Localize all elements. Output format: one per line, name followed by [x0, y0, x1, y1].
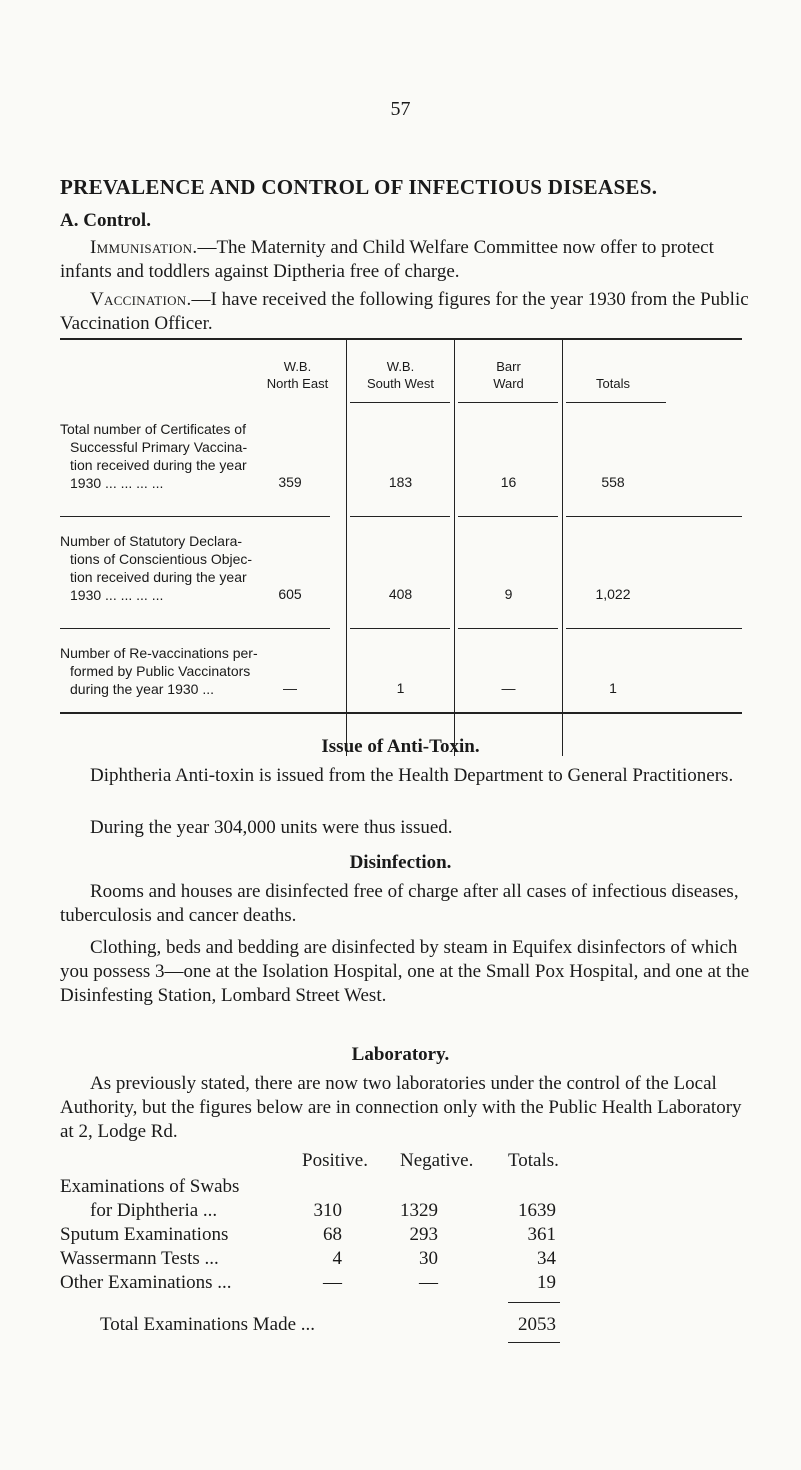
row-rule	[350, 516, 450, 517]
header-barr-ward: Barr Ward	[493, 359, 524, 391]
antitoxin-paragraph-2: During the year 304,000 units were thus issued.	[90, 817, 453, 838]
total-rule	[508, 1342, 560, 1343]
immunisation-text: —The Maternity and Child Welfare Committee now offer to protect infants and toddlers against Diptheria free of charge.	[60, 237, 714, 282]
row-rule	[566, 516, 742, 517]
cell-value: 1,022	[595, 586, 631, 602]
table-row: Other Examinations ... — — 19	[60, 1272, 556, 1293]
cell-value: 1	[396, 680, 405, 696]
table-row: Sputum Examinations 68 293 361	[60, 1224, 556, 1245]
laboratory-heading: Laboratory.	[351, 1044, 450, 1065]
disinfection-paragraph-1: Rooms and houses are disinfected free of charge after all cases of infectious diseases, tuberculosis and cancer deaths.	[60, 881, 739, 926]
immunisation-label: Immunisation.	[90, 237, 198, 258]
table-row: Wassermann Tests ... 4 30 34	[60, 1248, 556, 1269]
page-number: 57	[390, 98, 411, 120]
header-totals: Totals	[596, 376, 630, 391]
header-rule	[458, 402, 558, 403]
col-header-totals: Totals.	[508, 1150, 559, 1171]
section-a-heading: A. Control.	[60, 210, 151, 231]
table-top-rule	[60, 338, 742, 340]
laboratory-paragraph: As previously stated, there are now two laboratories under the control of the Local Authority, but the figures below are in connection only with the Public Health Laboratory at 2, Lodge Rd.	[60, 1073, 742, 1142]
table-bottom-rule	[60, 712, 742, 714]
cell-value: —	[501, 680, 516, 696]
total-value: 2053	[518, 1314, 556, 1335]
cell-value: 558	[601, 474, 625, 490]
row-rule	[566, 628, 742, 629]
vaccination-paragraph	[60, 288, 750, 336]
row-rule	[60, 516, 330, 517]
vaccination-table	[60, 338, 742, 778]
cell-value: 183	[388, 474, 413, 490]
antitoxin-heading: Issue of Anti-Toxin.	[321, 736, 480, 757]
col-header-negative: Negative.	[400, 1150, 474, 1171]
cell-value: 605	[278, 586, 302, 602]
antitoxin-paragraph-1: Diphtheria Anti-toxin is issued from the Health Department to General Practitioners.	[90, 765, 734, 786]
disinfection-paragraph-2: Clothing, beds and bedding are disinfected by steam in Equifex disinfectors of which you possess 3—one at the Isolation Hospital, one at the Small Pox Hospital, and one at the Disinfesting Station, Lombard Street West.	[60, 937, 750, 1006]
row-label-certificates: Total number of Certificates of Successful Primary Vaccina- tion received during the year 1930 ... ... ... ...	[60, 421, 248, 491]
header-rule	[566, 402, 666, 403]
disinfection-heading: Disinfection.	[349, 852, 452, 873]
row-label-revaccinations: Number of Re-vaccinations per- formed by Public Vaccinators during the year 1930 ...	[60, 645, 258, 697]
row-rule	[60, 628, 330, 629]
total-rule	[508, 1302, 560, 1303]
cell-value: 359	[278, 474, 302, 490]
row-label-declarations: Number of Statutory Declara- tions of Conscientious Objec- tion received during the year 1930 ... ... ... ...	[60, 533, 253, 603]
laboratory-table	[60, 1150, 760, 1470]
cell-value: 16	[500, 474, 517, 490]
header-north-east: W.B. North East	[266, 359, 329, 391]
cell-value: —	[283, 680, 297, 696]
cell-value: 408	[388, 586, 413, 602]
page-title: PREVALENCE AND CONTROL OF INFECTIOUS DISEASES.	[60, 175, 658, 199]
table-row: Examinations of Swabs	[60, 1176, 240, 1197]
vaccination-text: —I have received the following figures for the year 1930 from the Public Vaccination Officer.	[60, 289, 749, 334]
immunisation-paragraph	[60, 236, 750, 284]
total-label: Total Examinations Made ...	[100, 1314, 316, 1335]
col-header-positive: Positive.	[302, 1150, 368, 1171]
cell-value: 9	[504, 586, 513, 602]
row-rule	[350, 628, 450, 629]
row-rule	[458, 516, 558, 517]
table-row: for Diphtheria ... 310 1329 1639	[90, 1200, 556, 1221]
cell-value: 1	[609, 680, 617, 696]
row-rule	[458, 628, 558, 629]
header-south-west: W.B. South West	[367, 359, 434, 391]
vaccination-label: Vaccination.	[90, 289, 192, 310]
header-rule	[350, 402, 450, 403]
